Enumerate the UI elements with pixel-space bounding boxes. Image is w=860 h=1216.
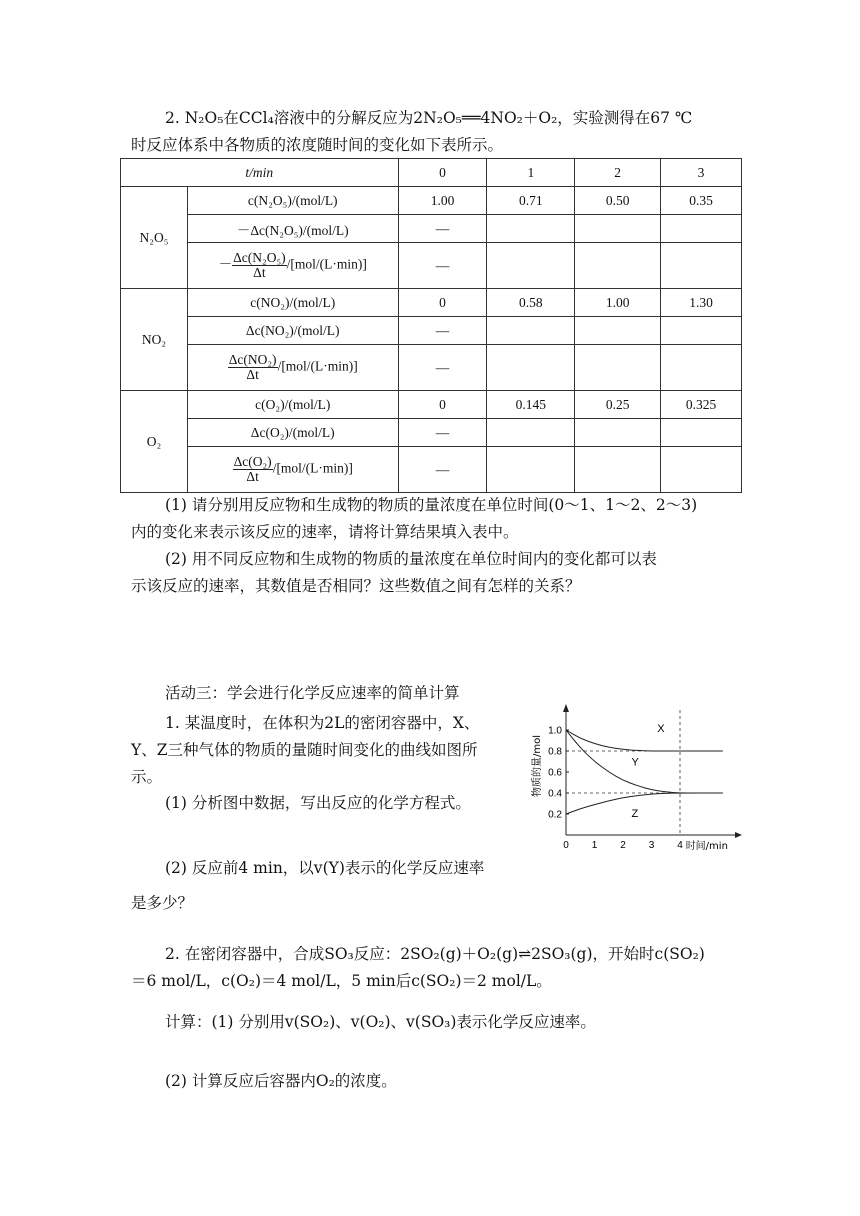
table-header-row: [121, 159, 742, 187]
table-cell: [661, 215, 742, 243]
table-cell: [575, 243, 661, 289]
table-cell: [661, 419, 742, 447]
row-label: c(O₂)/(mol/L): [187, 391, 398, 419]
table-cell: 1.00: [575, 289, 661, 317]
table-cell: 1.00: [398, 187, 487, 215]
x-tick-label: 0: [563, 840, 569, 851]
header-col: 3: [661, 159, 742, 187]
y-tick-label: 0.2: [548, 809, 562, 821]
table-row: [121, 215, 742, 243]
table-cell: 0.50: [575, 187, 661, 215]
rate-unit: /[mol/(L·min)]: [286, 256, 367, 272]
table-row: [121, 345, 742, 391]
table-cell: —: [398, 317, 487, 345]
table-cell: [661, 345, 742, 391]
x-tick-label: 2: [620, 840, 626, 851]
concentration-table: [120, 158, 742, 493]
activity3-p2-q1: 计算：(1) 分别用v(SO₂)、v(O₂)、v(SO₃)表示化学反应速率。: [165, 1013, 596, 1031]
header-col: 2: [575, 159, 661, 187]
table-cell: —: [398, 345, 487, 391]
activity3-problem2: 2. 在密闭容器中，合成SO₃反应：2SO₂(g)＋O₂(g)⇌2SO₃(g)，开始时c(SO₂) ＝6 mol/L，c(O₂)＝4 mol/L，5 min后c(SO₂)＝2 mol/L。: [131, 945, 705, 990]
row-label: －Δc(N₂O₅)/(mol/L): [187, 215, 398, 243]
row-label: [187, 345, 398, 391]
table-cell: 0.71: [487, 187, 575, 215]
species-label: N₂O₅: [121, 187, 188, 289]
row-label: Δc(O₂)/(mol/L): [187, 419, 398, 447]
fraction-denominator: Δt: [253, 265, 266, 280]
rate-unit: /[mol/(L·min)]: [272, 460, 353, 476]
table-cell: [487, 215, 575, 243]
table-cell: [575, 215, 661, 243]
header-col: 1: [487, 159, 575, 187]
activity3-p1-q2: (2) 反应前4 min，以v(Y)表示的化学反应速率 是多少？: [131, 859, 485, 912]
table-cell: —: [398, 215, 487, 243]
series-line-x: [566, 730, 723, 751]
table-cell: [487, 317, 575, 345]
fraction: [233, 455, 273, 484]
row-label: c(NO₂)/(mol/L): [187, 289, 398, 317]
rate-unit: /[mol/(L·min)]: [277, 358, 358, 374]
table-row: [121, 419, 742, 447]
series-label: Z: [631, 808, 639, 821]
x-axis-label: 时间/min: [685, 841, 728, 852]
table-cell: —: [398, 419, 487, 447]
moles-vs-time-graph: [530, 702, 745, 860]
table-cell: 0: [398, 391, 487, 419]
x-axis-arrow: [735, 832, 742, 838]
row-label: [187, 243, 398, 289]
problem2-intro-line1: 2. N₂O₅在CCl₄溶液中的分解反应为2N₂O₅══4NO₂＋O₂，实验测得在67 ℃: [165, 109, 693, 127]
table-row: [121, 447, 742, 493]
table-row: [121, 243, 742, 289]
table-cell: [487, 419, 575, 447]
series-line-y: [566, 730, 723, 793]
fraction: [232, 251, 287, 280]
table-row: [121, 289, 742, 317]
series-label: Y: [631, 756, 639, 769]
table-cell: [575, 345, 661, 391]
fraction-numerator: Δc(O₂): [233, 454, 272, 469]
problem2-intro: [131, 105, 741, 159]
table-cell: 0.25: [575, 391, 661, 419]
y-axis-arrow: [563, 704, 569, 712]
table-cell: 0.35: [661, 187, 742, 215]
table-cell: [661, 243, 742, 289]
table-row: [121, 317, 742, 345]
problem2-intro-line2: 时反应体系中各物质的浓度随时间的变化如下表所示。: [131, 136, 504, 154]
activity3-p1-q1: (1) 分析图中数据，写出反应的化学方程式。: [165, 794, 471, 812]
table-cell: —: [398, 243, 487, 289]
question-1: (1) 请分别用反应物和生成物的物质的量浓度在单位时间(0～1、1～2、2～3) 内的变化来表示该反应的速率，请将计算结果填入表中。: [131, 496, 698, 541]
table-cell: 0: [398, 289, 487, 317]
table-cell: [575, 317, 661, 345]
table-cell: [661, 447, 742, 493]
species-label: O₂: [121, 391, 188, 493]
fraction-denominator: Δt: [246, 469, 259, 484]
row-label: c(N₂O₅)/(mol/L): [187, 187, 398, 215]
y-tick-label: 0.4: [548, 788, 562, 800]
series-line-z: [566, 793, 723, 814]
table-cell: 0.58: [487, 289, 575, 317]
fraction: [228, 353, 278, 382]
series-label: X: [657, 723, 665, 736]
header-time: t/min: [121, 159, 399, 187]
table-cell: [487, 345, 575, 391]
table-cell: [487, 447, 575, 493]
species-label: NO₂: [121, 289, 188, 391]
x-tick-label: 3: [648, 840, 655, 851]
table-cell: [661, 317, 742, 345]
table-cell: 0.145: [487, 391, 575, 419]
table-cell: [487, 243, 575, 289]
y-tick-label: 0.6: [548, 767, 562, 779]
x-tick-label: 1: [591, 840, 598, 851]
table-row: [121, 391, 742, 419]
y-tick-label: 1.0: [548, 725, 562, 737]
table-cell: —: [398, 447, 487, 493]
row-label: [187, 447, 398, 493]
x-tick-label: 4: [677, 840, 683, 851]
activity3-problem1: 1. 某温度时，在体积为2L的密闭容器中，X、 Y、Z三种气体的物质的量随时间变化的曲线如图所 示。: [131, 714, 480, 786]
activity3-p2-q2: (2) 计算反应后容器内O₂的浓度。: [165, 1072, 397, 1090]
activity3-heading: 活动三：学会进行化学反应速率的简单计算: [165, 684, 460, 702]
question-2: (2) 用不同反应物和生成物的物质的量浓度在单位时间内的变化都可以表 示该反应的速率，其数值是否相同？这些数值之间有怎样的关系？: [131, 550, 657, 595]
table-cell: [575, 447, 661, 493]
y-axis-label: 物质的量/mol: [532, 734, 543, 798]
fraction-denominator: Δt: [246, 367, 259, 382]
table-row: [121, 187, 742, 215]
table-cell: 0.325: [661, 391, 742, 419]
table-cell: 1.30: [661, 289, 742, 317]
header-col: 0: [398, 159, 487, 187]
y-tick-label: 0.8: [548, 746, 562, 758]
fraction-numerator: Δc(NO₂): [228, 352, 277, 367]
rate-prefix: －: [218, 256, 233, 272]
row-label: Δc(NO₂)/(mol/L): [187, 317, 398, 345]
fraction-numerator: Δc(N₂O₅): [233, 250, 286, 265]
table-cell: [575, 419, 661, 447]
